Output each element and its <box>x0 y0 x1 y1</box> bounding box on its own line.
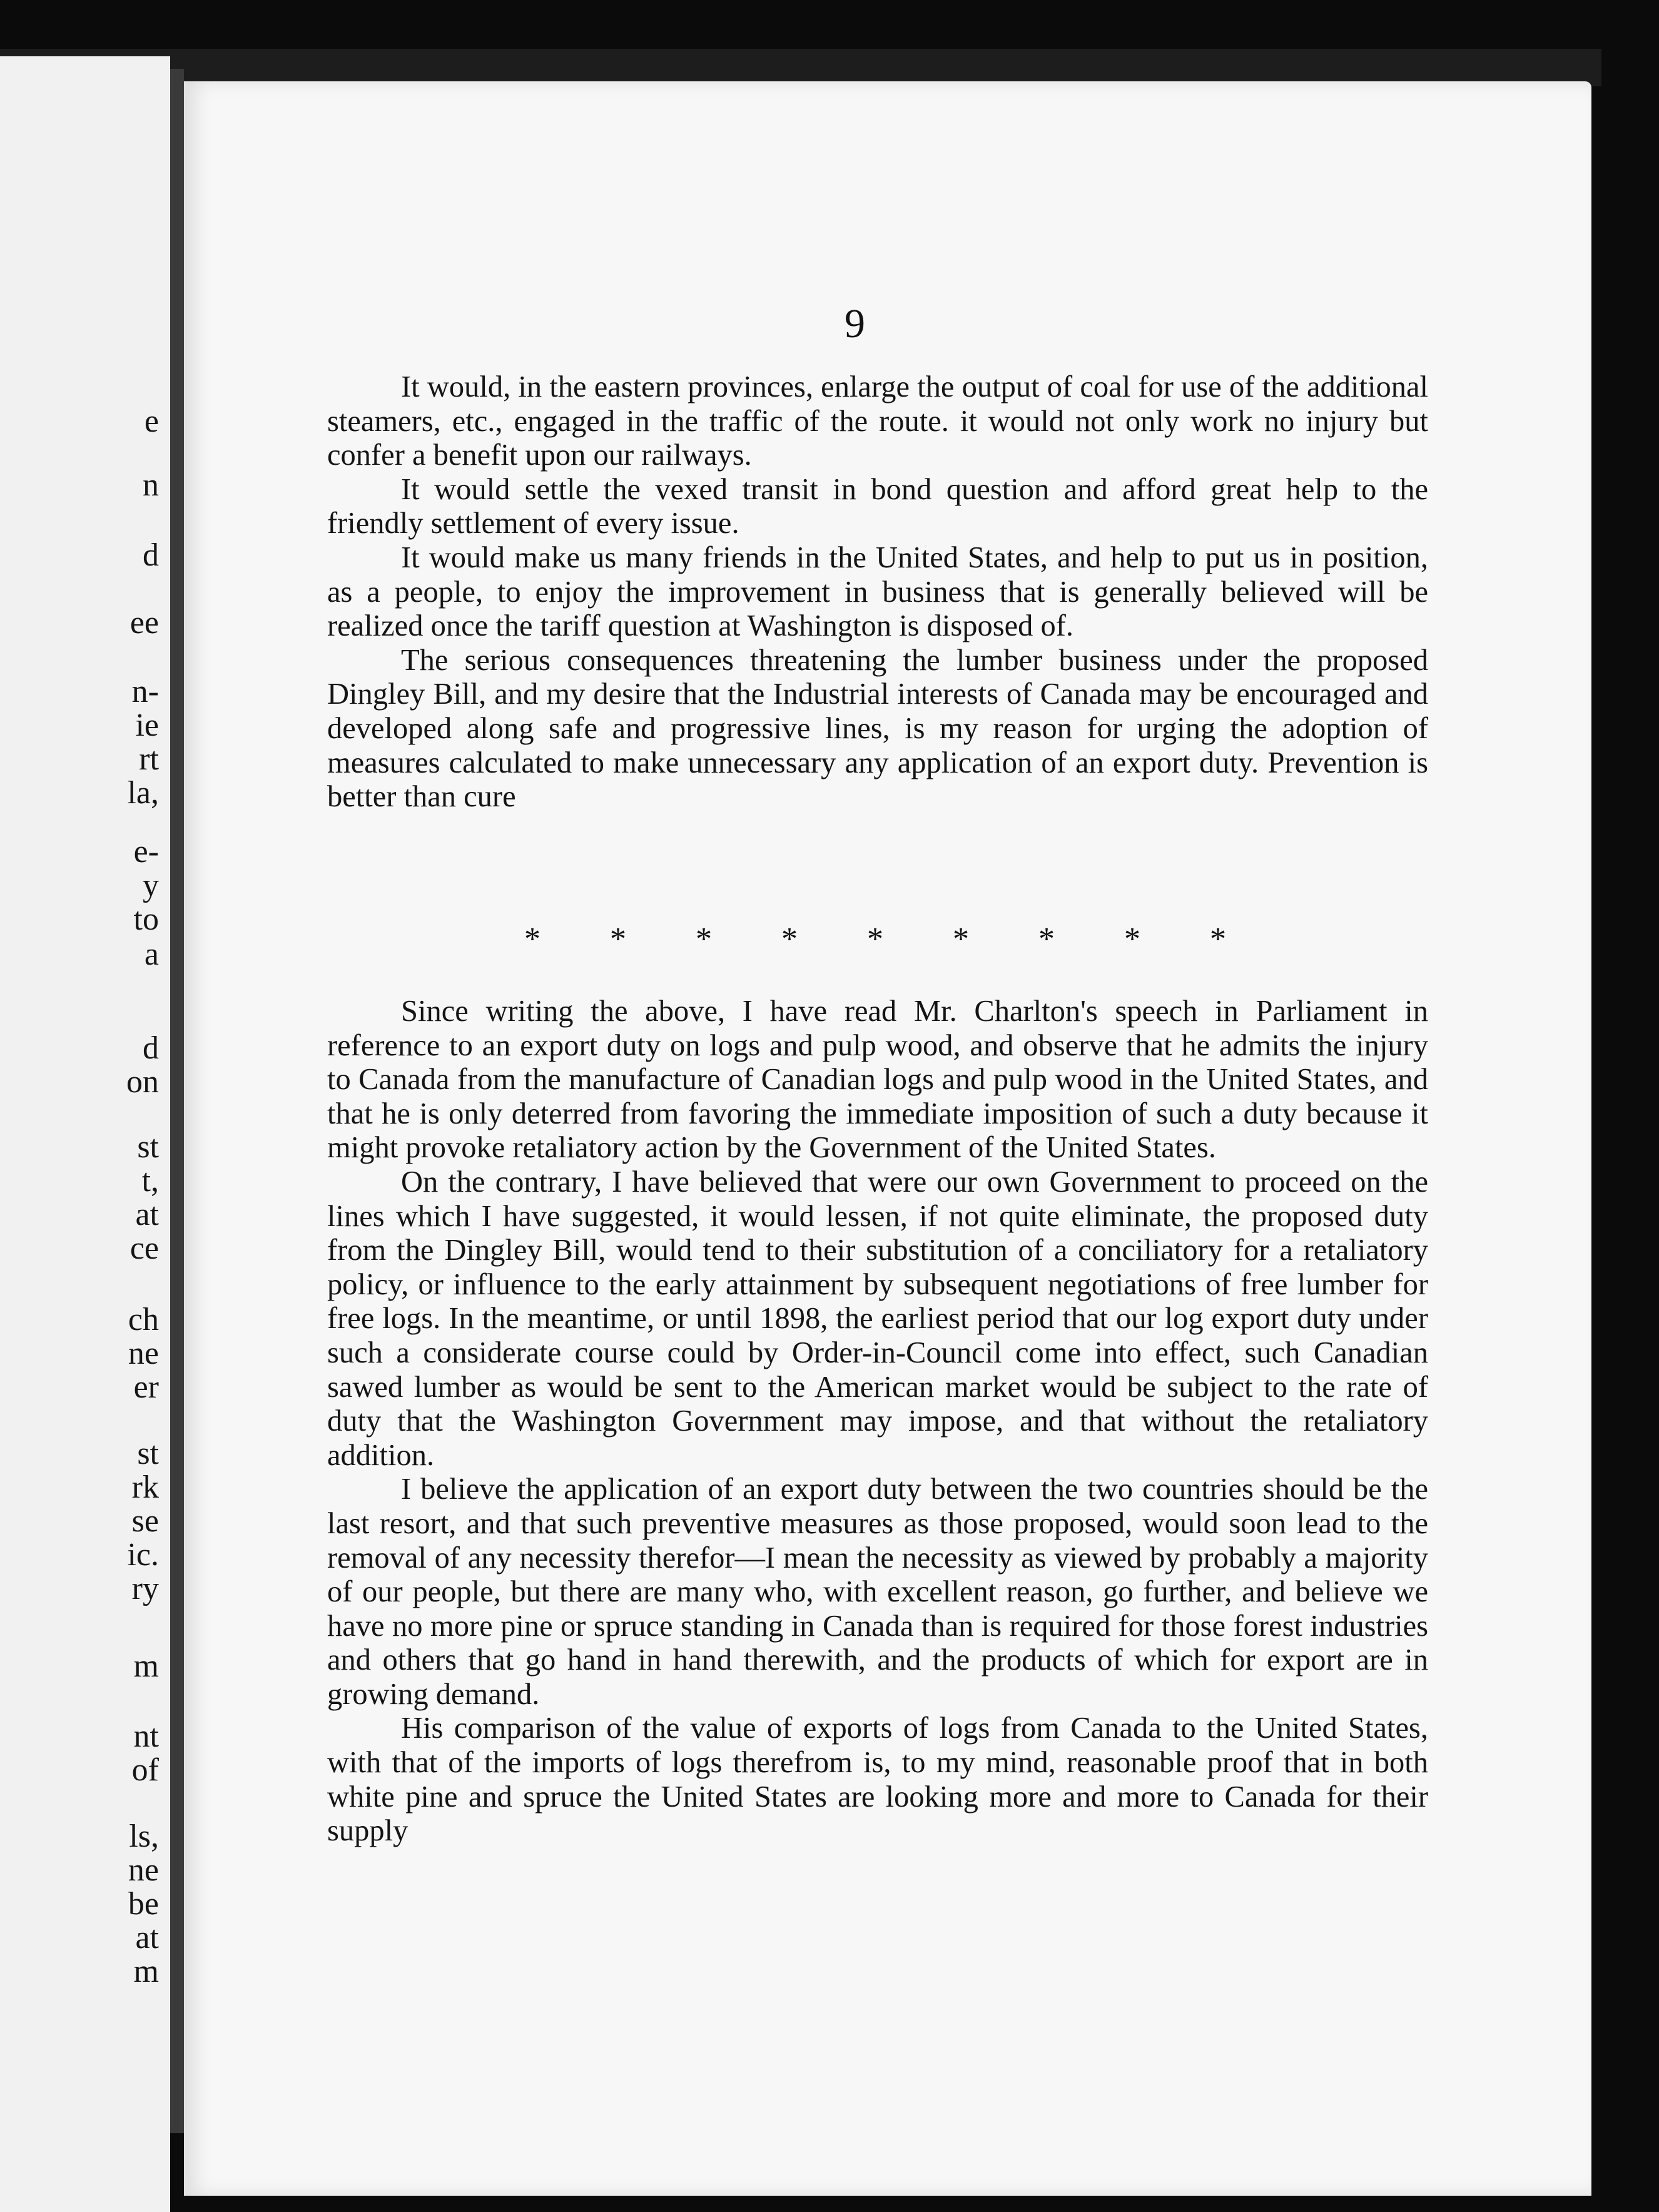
facing-page-text: ie <box>135 708 159 743</box>
body-text-top <box>327 370 1428 814</box>
separator-asterisk: * <box>696 921 712 957</box>
facing-page-text: ic. <box>127 1537 159 1573</box>
facing-page-text: er <box>133 1369 159 1405</box>
facing-page-text: ne <box>128 1336 159 1371</box>
facing-page-text: ee <box>129 605 159 641</box>
facing-page-text: ch <box>128 1302 159 1337</box>
facing-page-text: on <box>126 1064 159 1100</box>
page-number: 9 <box>845 301 865 347</box>
facing-page-text: ce <box>129 1230 159 1266</box>
facing-page-text: a <box>144 936 159 972</box>
facing-page-text: ry <box>131 1571 159 1606</box>
facing-page-text: nt <box>133 1718 159 1754</box>
facing-page-text: st <box>137 1436 159 1471</box>
facing-page-text: at <box>135 1920 159 1956</box>
facing-page-text: ls, <box>129 1819 159 1854</box>
facing-page-text: n- <box>131 674 159 709</box>
paragraph: On the contrary, I have believed that were our own Government to proceed on the lines which I have suggested, it would lessen, if not quite eliminate, the proposed duty from the Dingley Bill, would tend to their substitution of a conciliatory for a retaliatory policy, or influence to the early attainment by subsequent negotiations of free lumber for free logs. In the meantime, or until 1898, the earliest period that our log export duty under such a considerate course could by Order-in-Council come into effect, such Canadian sawed lumber as would be sent to the American market would be subject to the rate of duty that the Washington Government may impose, and that without the retaliatory addition. <box>327 1165 1428 1472</box>
facing-page-text: at <box>135 1197 159 1232</box>
facing-page-text: rk <box>131 1469 159 1505</box>
facing-page-text: la, <box>127 775 159 811</box>
facing-page-text: e <box>144 403 159 439</box>
facing-page-text: be <box>128 1886 159 1922</box>
separator-asterisk: * <box>1124 921 1140 957</box>
facing-page-text: e- <box>133 834 159 870</box>
facing-page-text: rt <box>139 741 159 777</box>
facing-page-text: d <box>143 537 159 573</box>
separator-asterisk: * <box>953 921 969 957</box>
separator-asterisk: * <box>610 921 626 957</box>
page-top-edge <box>0 49 1601 86</box>
paragraph: His comparison of the value of exports of logs from Canada to the United States, with that of the imports of logs therefrom is, to my mind, reasonable proof that in both white pine and spruce the United States are looking more and more to Canada for their supply <box>327 1712 1428 1848</box>
separator-asterisk: * <box>524 921 540 957</box>
paragraph: The serious consequences threatening the lumber business under the proposed Dingley Bill, and my desire that the Industrial interests of Canada may be encouraged and developed along safe and progressive lines, is my reason for urging the adoption of measures calculated to make unnecessary any application of an export duty. Prevention is better than cure <box>327 643 1428 814</box>
facing-page-text: m <box>133 1954 159 1989</box>
section-separator <box>0 921 1659 958</box>
book-gutter <box>170 69 184 2133</box>
separator-asterisk: * <box>781 921 798 957</box>
paragraph: It would make us many friends in the United States, and help to put us in position, as a people, to enjoy the improvement in business that is generally believed will be realized once the tariff question at Washington is disposed of. <box>327 540 1428 643</box>
facing-page-text: to <box>133 901 159 937</box>
separator-asterisk: * <box>867 921 883 957</box>
facing-page-text: ne <box>128 1852 159 1888</box>
facing-page-text: st <box>137 1129 159 1165</box>
separator-asterisk: * <box>1210 921 1226 957</box>
facing-page-text: se <box>131 1503 159 1539</box>
paragraph: It would settle the vexed transit in bond question and afford great help to the friendly settlement of every issue. <box>327 472 1428 540</box>
paragraph: It would, in the eastern provinces, enlarge the output of coal for use of the additional steamers, etc., engaged in the traffic of the route. it would not only work no injury but confer a benefit upon our railways. <box>327 370 1428 472</box>
separator-asterisk: * <box>1038 921 1055 957</box>
facing-page-text: m <box>133 1648 159 1684</box>
facing-page-text: y <box>143 868 159 903</box>
facing-page-text: t, <box>141 1163 159 1199</box>
body-text-bottom <box>327 995 1428 1849</box>
paragraph: Since writing the above, I have read Mr. Charlton's speech in Parliament in reference to an export duty on logs and pulp wood, and observe that he admits the injury to Canada from the manufacture of Canadian logs and pulp wood in the United States, and that he is only deterred from favoring the immediate imposition of such a duty because it might provoke retaliatory action by the Government of the United States. <box>327 995 1428 1165</box>
facing-page-fragment <box>0 56 170 2212</box>
facing-page-text: of <box>131 1752 159 1788</box>
paragraph: I believe the application of an export duty between the two countries should be the last resort, and that such preventive measures as those proposed, would soon lead to the removal of any necessity therefor—I mean the necessity as viewed by probably a majority of our people, but there are many who, with excellent reason, go further, and believe we have no more pine or spruce standing in Canada than is required for those forest industries and others that go hand in hand therewith, and the products of which for export are in growing demand. <box>327 1473 1428 1711</box>
facing-page-text: d <box>143 1030 159 1066</box>
facing-page-text: n <box>143 467 159 503</box>
